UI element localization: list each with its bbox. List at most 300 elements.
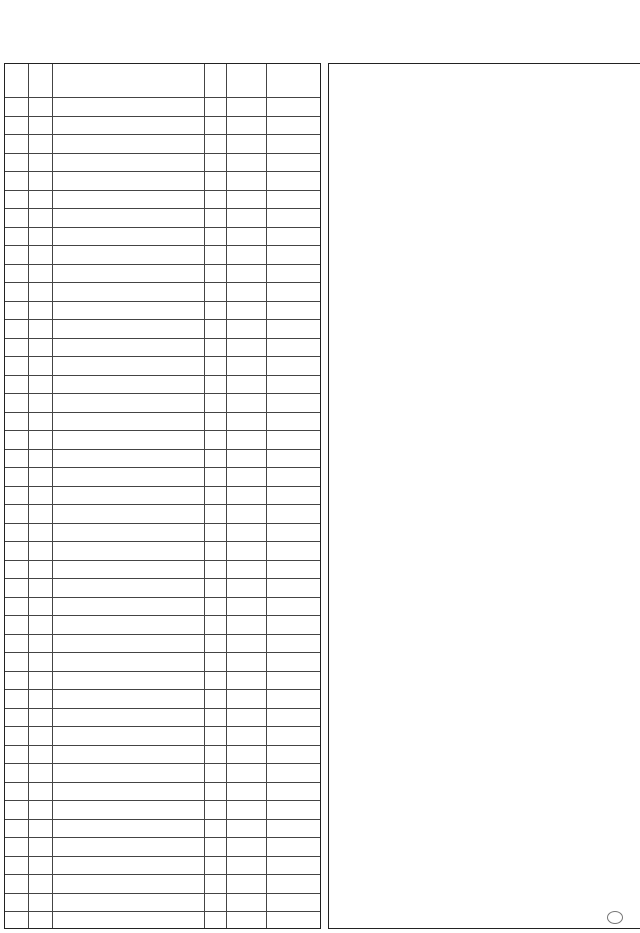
- major-row: [5, 468, 320, 487]
- school-name: [53, 209, 205, 227]
- major-name: [53, 487, 205, 505]
- major-name: [53, 524, 205, 542]
- remark-cell: [267, 727, 320, 745]
- major-name: [53, 635, 205, 653]
- school-code-cell: [5, 635, 29, 653]
- remark-cell: [267, 912, 320, 929]
- school-code-cell: [5, 376, 29, 394]
- school-code-cell: [5, 801, 29, 819]
- remark-cell: [267, 505, 320, 523]
- duration: [205, 376, 227, 394]
- remark-cell: [267, 672, 320, 690]
- major-row: [5, 838, 320, 857]
- remark-cell: [267, 135, 320, 153]
- plan-count: [227, 283, 267, 301]
- major-row: [5, 598, 320, 617]
- plan-count: [227, 783, 267, 801]
- major-code: [29, 875, 53, 893]
- school-code: [5, 579, 29, 597]
- header-school-code: [5, 64, 29, 97]
- remark-cell: [267, 894, 320, 912]
- duration-cell: [205, 154, 227, 172]
- school-code: [5, 209, 29, 227]
- remark-cell: [267, 801, 320, 819]
- duration: [205, 320, 227, 338]
- school-row: [5, 154, 320, 173]
- major-name: [53, 339, 205, 357]
- major-name: [53, 191, 205, 209]
- remark-cell: [267, 376, 320, 394]
- remark-cell: [267, 598, 320, 616]
- major-code: [29, 283, 53, 301]
- major-row: [5, 191, 320, 210]
- plan-count: [227, 339, 267, 357]
- school-plan: [227, 209, 267, 227]
- school-code-cell: [5, 117, 29, 135]
- page-title: [0, 6, 640, 52]
- school-plan: [227, 302, 267, 320]
- major-name: [53, 727, 205, 745]
- remark-cell: [267, 561, 320, 579]
- remark-cell: [267, 838, 320, 856]
- duration: [205, 431, 227, 449]
- remark-cell: [267, 172, 320, 190]
- remark-cell: [267, 764, 320, 782]
- school-plan: [227, 154, 267, 172]
- school-code-cell: [5, 98, 29, 116]
- school-code-cell: [5, 857, 29, 875]
- duration: [205, 727, 227, 745]
- remark-cell: [267, 339, 320, 357]
- major-code: [29, 339, 53, 357]
- duration: [205, 912, 227, 929]
- school-row: [5, 302, 320, 321]
- school-code-cell: [5, 561, 29, 579]
- major-code: [29, 709, 53, 727]
- major-name: [53, 561, 205, 579]
- duration: [205, 394, 227, 412]
- duration: [205, 894, 227, 912]
- major-code: [29, 431, 53, 449]
- major-code: [29, 191, 53, 209]
- major-code: [29, 746, 53, 764]
- school-name: [53, 302, 205, 320]
- major-code-cell: [29, 154, 53, 172]
- plan-count: [227, 413, 267, 431]
- major-row: [5, 117, 320, 136]
- remark-cell: [267, 857, 320, 875]
- duration: [205, 820, 227, 838]
- major-name: [53, 468, 205, 486]
- school-code-cell: [5, 616, 29, 634]
- school-plan: [227, 764, 267, 782]
- remark-cell: [267, 191, 320, 209]
- plan-count: [227, 653, 267, 671]
- duration: [205, 246, 227, 264]
- school-code: [5, 154, 29, 172]
- major-row: [5, 376, 320, 395]
- major-row: [5, 857, 320, 876]
- major-code: [29, 172, 53, 190]
- school-code-cell: [5, 875, 29, 893]
- major-row: [5, 98, 320, 117]
- duration: [205, 98, 227, 116]
- duration: [205, 339, 227, 357]
- plan-count: [227, 135, 267, 153]
- major-name: [53, 838, 205, 856]
- school-code-cell: [5, 746, 29, 764]
- major-row: [5, 431, 320, 450]
- major-row: [5, 801, 320, 820]
- plan-count: [227, 857, 267, 875]
- major-code-cell: [29, 764, 53, 782]
- school-code-cell: [5, 820, 29, 838]
- duration: [205, 801, 227, 819]
- major-name: [53, 542, 205, 560]
- major-code: [29, 690, 53, 708]
- school-code-cell: [5, 450, 29, 468]
- remark-cell: [267, 820, 320, 838]
- major-row: [5, 561, 320, 580]
- school-code-cell: [5, 894, 29, 912]
- major-row: [5, 727, 320, 746]
- duration: [205, 265, 227, 283]
- major-name: [53, 746, 205, 764]
- major-row: [5, 394, 320, 413]
- school-code-cell: [5, 690, 29, 708]
- remark-cell: [267, 246, 320, 264]
- major-row: [5, 875, 320, 894]
- major-row: [5, 635, 320, 654]
- duration: [205, 357, 227, 375]
- major-row: [5, 265, 320, 284]
- major-code: [29, 524, 53, 542]
- duration-cell: [205, 764, 227, 782]
- major-name: [53, 598, 205, 616]
- major-code: [29, 394, 53, 412]
- remark-cell: [267, 98, 320, 116]
- header-duration: [205, 64, 227, 97]
- remark-cell: [267, 579, 320, 597]
- plan-count: [227, 98, 267, 116]
- duration: [205, 672, 227, 690]
- duration: [205, 709, 227, 727]
- major-row: [5, 487, 320, 506]
- school-code-cell: [5, 505, 29, 523]
- plan-count: [227, 191, 267, 209]
- plan-count: [227, 709, 267, 727]
- major-code: [29, 228, 53, 246]
- plan-count: [227, 912, 267, 929]
- duration: [205, 542, 227, 560]
- duration: [205, 228, 227, 246]
- school-code-cell: [5, 283, 29, 301]
- plan-count: [227, 727, 267, 745]
- school-code: [5, 764, 29, 782]
- plan-count: [227, 468, 267, 486]
- remark-cell: [267, 209, 320, 227]
- major-code: [29, 616, 53, 634]
- major-row: [5, 320, 320, 339]
- plan-count: [227, 172, 267, 190]
- major-name: [53, 709, 205, 727]
- duration: [205, 524, 227, 542]
- school-code-cell: [5, 228, 29, 246]
- major-name: [53, 450, 205, 468]
- duration: [205, 283, 227, 301]
- school-code-cell: [5, 912, 29, 929]
- major-code: [29, 561, 53, 579]
- remark-cell: [267, 154, 320, 172]
- school-name: [53, 764, 205, 782]
- major-name: [53, 246, 205, 264]
- major-row: [5, 542, 320, 561]
- school-code-cell: [5, 542, 29, 560]
- major-row: [5, 912, 320, 929]
- school-name: [53, 154, 205, 172]
- remark-cell: [267, 320, 320, 338]
- major-row: [5, 783, 320, 802]
- remark-cell: [267, 450, 320, 468]
- major-code: [29, 98, 53, 116]
- major-name: [53, 894, 205, 912]
- school-code-cell: [5, 339, 29, 357]
- major-row: [5, 709, 320, 728]
- major-code: [29, 783, 53, 801]
- school-code-cell: [5, 135, 29, 153]
- header-remark: [267, 64, 320, 97]
- school-row: [5, 579, 320, 598]
- school-code-cell: [5, 468, 29, 486]
- duration-cell: [205, 209, 227, 227]
- major-row: [5, 339, 320, 358]
- major-code: [29, 857, 53, 875]
- plan-count: [227, 450, 267, 468]
- major-row: [5, 505, 320, 524]
- header-plan: [227, 64, 267, 97]
- major-name: [53, 320, 205, 338]
- watermark: [604, 910, 630, 925]
- table-header: [5, 64, 320, 98]
- header-major-code: [29, 64, 53, 97]
- duration: [205, 487, 227, 505]
- major-code: [29, 505, 53, 523]
- duration: [205, 117, 227, 135]
- major-name: [53, 653, 205, 671]
- remark-cell: [267, 783, 320, 801]
- major-name: [53, 376, 205, 394]
- remark-cell: [267, 746, 320, 764]
- school-code-cell: [5, 709, 29, 727]
- duration: [205, 635, 227, 653]
- remark-cell: [267, 635, 320, 653]
- major-name: [53, 801, 205, 819]
- major-code: [29, 912, 53, 929]
- major-code: [29, 801, 53, 819]
- plan-count: [227, 875, 267, 893]
- major-code: [29, 265, 53, 283]
- major-name: [53, 394, 205, 412]
- major-code: [29, 635, 53, 653]
- duration: [205, 838, 227, 856]
- major-code: [29, 450, 53, 468]
- duration: [205, 561, 227, 579]
- plan-count: [227, 265, 267, 283]
- school-code-cell: [5, 487, 29, 505]
- duration: [205, 413, 227, 431]
- school-code-cell: [5, 727, 29, 745]
- plan-count: [227, 598, 267, 616]
- school-code-cell: [5, 653, 29, 671]
- plan-count: [227, 635, 267, 653]
- school-code-cell: [5, 413, 29, 431]
- school-code-cell: [5, 431, 29, 449]
- major-code: [29, 468, 53, 486]
- school-code-cell: [5, 320, 29, 338]
- duration: [205, 172, 227, 190]
- duration: [205, 135, 227, 153]
- right-table: [328, 63, 640, 929]
- major-name: [53, 690, 205, 708]
- plan-count: [227, 672, 267, 690]
- major-row: [5, 172, 320, 191]
- major-code: [29, 246, 53, 264]
- duration-cell: [205, 302, 227, 320]
- major-row: [5, 283, 320, 302]
- major-code: [29, 320, 53, 338]
- school-code: [5, 302, 29, 320]
- duration: [205, 783, 227, 801]
- plan-count: [227, 838, 267, 856]
- major-name: [53, 616, 205, 634]
- remark-cell: [267, 283, 320, 301]
- major-code-cell: [29, 302, 53, 320]
- remark-cell: [267, 117, 320, 135]
- plan-count: [227, 820, 267, 838]
- major-code: [29, 413, 53, 431]
- major-code: [29, 135, 53, 153]
- major-name: [53, 783, 205, 801]
- plan-count: [227, 894, 267, 912]
- major-code: [29, 376, 53, 394]
- major-name: [53, 172, 205, 190]
- major-name: [53, 505, 205, 523]
- major-code: [29, 672, 53, 690]
- school-code-cell: [5, 265, 29, 283]
- plan-count: [227, 746, 267, 764]
- plan-count: [227, 505, 267, 523]
- remark-cell: [267, 357, 320, 375]
- remark-cell: [267, 616, 320, 634]
- plan-count: [227, 616, 267, 634]
- plan-count: [227, 690, 267, 708]
- plan-count: [227, 228, 267, 246]
- wechat-icon: [607, 911, 623, 924]
- plan-count: [227, 376, 267, 394]
- school-row: [5, 764, 320, 783]
- major-name: [53, 117, 205, 135]
- major-name: [53, 431, 205, 449]
- school-code-cell: [5, 394, 29, 412]
- duration: [205, 857, 227, 875]
- major-name: [53, 283, 205, 301]
- plan-count: [227, 561, 267, 579]
- remark-cell: [267, 709, 320, 727]
- major-name: [53, 857, 205, 875]
- school-code-cell: [5, 598, 29, 616]
- major-code-cell: [29, 579, 53, 597]
- major-row: [5, 246, 320, 265]
- duration: [205, 690, 227, 708]
- plan-count: [227, 431, 267, 449]
- major-code: [29, 542, 53, 560]
- school-row: [5, 209, 320, 228]
- plan-count: [227, 524, 267, 542]
- duration: [205, 653, 227, 671]
- major-code: [29, 653, 53, 671]
- school-code-cell: [5, 357, 29, 375]
- school-code-cell: [5, 191, 29, 209]
- plan-count: [227, 542, 267, 560]
- remark-cell: [267, 413, 320, 431]
- major-row: [5, 894, 320, 913]
- school-name: [53, 579, 205, 597]
- remark-cell: [267, 431, 320, 449]
- remark-cell: [267, 394, 320, 412]
- major-row: [5, 653, 320, 672]
- major-code: [29, 820, 53, 838]
- major-row: [5, 450, 320, 469]
- school-code-cell: [5, 838, 29, 856]
- major-name: [53, 912, 205, 929]
- major-name: [53, 98, 205, 116]
- major-row: [5, 228, 320, 247]
- remark-cell: [267, 468, 320, 486]
- major-row: [5, 616, 320, 635]
- school-code-cell: [5, 783, 29, 801]
- major-code: [29, 598, 53, 616]
- remark-cell: [267, 542, 320, 560]
- duration: [205, 875, 227, 893]
- major-row: [5, 413, 320, 432]
- duration: [205, 191, 227, 209]
- remark-cell: [267, 265, 320, 283]
- major-name: [53, 875, 205, 893]
- duration: [205, 468, 227, 486]
- major-code: [29, 357, 53, 375]
- major-row: [5, 690, 320, 709]
- remark-cell: [267, 302, 320, 320]
- plan-count: [227, 246, 267, 264]
- major-name: [53, 672, 205, 690]
- duration: [205, 598, 227, 616]
- school-code-cell: [5, 246, 29, 264]
- major-name: [53, 228, 205, 246]
- major-name: [53, 135, 205, 153]
- remark-cell: [267, 875, 320, 893]
- major-name: [53, 265, 205, 283]
- duration-cell: [205, 579, 227, 597]
- plan-count: [227, 487, 267, 505]
- major-row: [5, 746, 320, 765]
- plan-count: [227, 357, 267, 375]
- major-row: [5, 672, 320, 691]
- major-code: [29, 838, 53, 856]
- remark-cell: [267, 524, 320, 542]
- major-name: [53, 820, 205, 838]
- major-row: [5, 820, 320, 839]
- remark-cell: [267, 653, 320, 671]
